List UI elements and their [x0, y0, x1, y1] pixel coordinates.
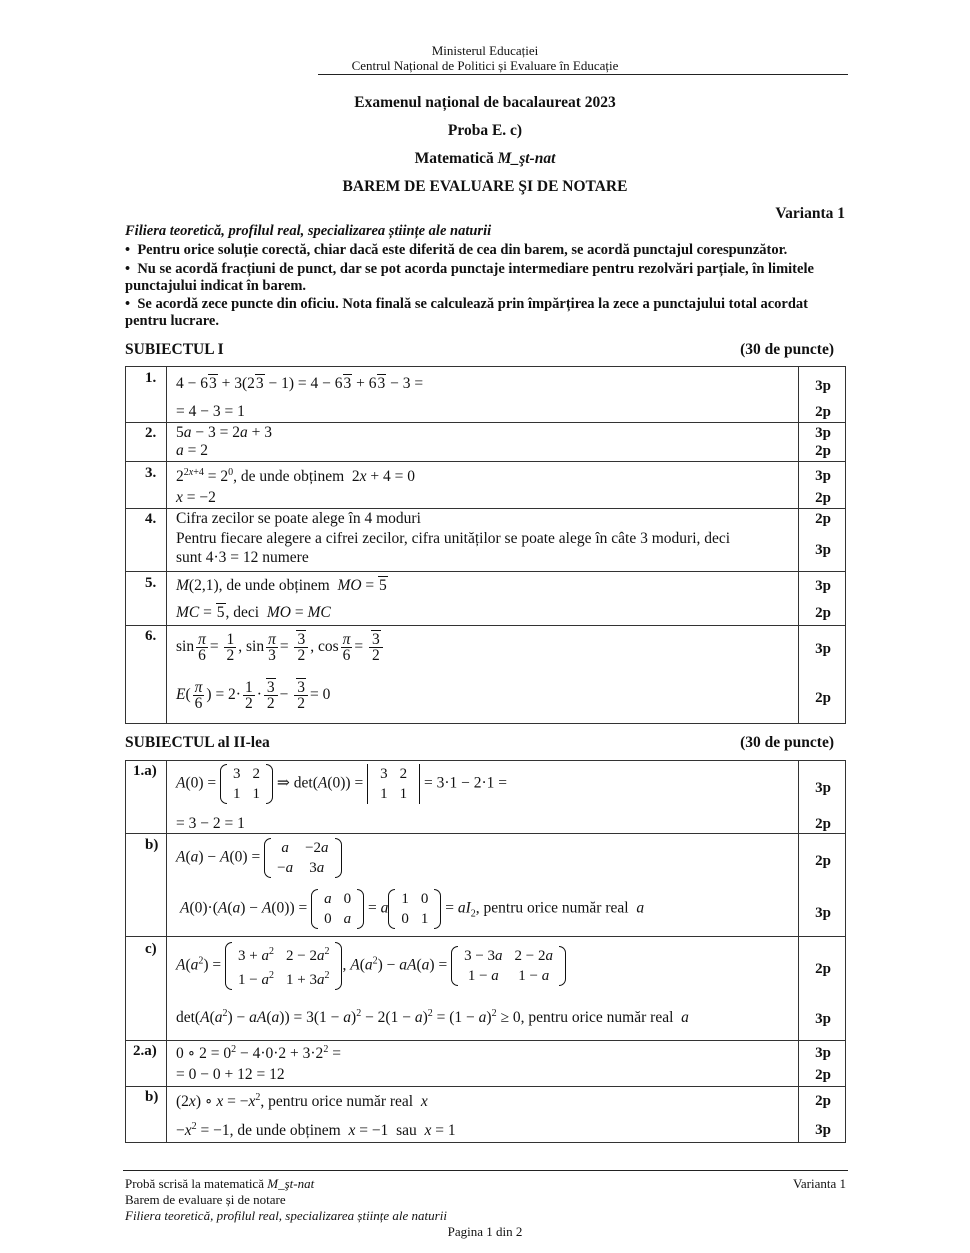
s2-item-2b-number: b)	[145, 1089, 159, 1105]
s2-item-1c-pts-b: 3p	[815, 1011, 831, 1027]
s2-item-1a-pts-a: 3p	[815, 780, 831, 796]
s1-item-2-step2: a = 2	[176, 442, 208, 459]
s1-item-4-step2b: sunt 4·3 = 12 numere	[176, 549, 309, 566]
s1-item-6-number: 6.	[145, 628, 157, 644]
subject-title: Matematică M_şt-nat	[414, 150, 556, 167]
s2-item-2b-step1: (2x) ∘ $x = -x^2$, pentru orice număr real x	[176, 1092, 428, 1111]
header-ministry: Ministerul Educației	[431, 43, 539, 58]
subject1-title: SUBIECTUL I	[125, 341, 224, 358]
footer-line1: Probă scrisă la matematică M_şt-nat	[125, 1176, 315, 1191]
s2-item-1c-step1: $A(a^2)$ = $3 + a^2$ $2 - 2a^2$ $1 - a^2$ $1 + 3a^2$ , $A(a^2) - aA(a)$ = 3 − 3a 2 − 2a 1 − a 1 − a	[176, 942, 566, 990]
s2-item-1a-pts-b: 2p	[815, 816, 831, 832]
s1-item-5-pts-a: 3p	[815, 578, 831, 594]
s2-item-2b-pts-a: 2p	[815, 1093, 831, 1109]
s1-item-5-step1: M(2,1), de unde obținem MO = 5	[176, 577, 387, 594]
s1-item-1-number: 1.	[145, 370, 157, 386]
header-rule	[318, 74, 848, 75]
subject2-title: SUBIECTUL al II-lea	[125, 734, 270, 751]
s1-item-4-number: 4.	[145, 511, 157, 527]
s2-item-1c-number: c)	[145, 941, 157, 957]
s2-item-1a-number: 1.a)	[133, 763, 157, 779]
bullet-1: • Pentru orice soluție corectă, chiar dacă este diferită de cea din barem, se acordă punctajul corespunzător.	[125, 242, 788, 258]
s1-item-6-pts-a: 3p	[815, 641, 831, 657]
s1-item-3-number: 3.	[145, 465, 157, 481]
s2-item-2a-step2: = 0 − 0 + 12 = 12	[176, 1066, 285, 1083]
subject1-points: (30 de puncte)	[740, 341, 834, 358]
variant-label: Varianta 1	[775, 205, 845, 222]
s2-item-1a-step2: = 3 − 2 = 1	[176, 815, 245, 832]
subject2-points: (30 de puncte)	[740, 734, 834, 751]
filiera-label: Filiera teoretică, profilul real, specializarea științe ale naturii	[125, 223, 492, 239]
bullet-2: • Nu se acordă fracțiuni de punct, dar se pot acorda punctaje intermediare pentru rezolvări parțiale, în limitele punctajului indicat în barem.	[125, 261, 814, 294]
s2-item-1c-step2: $\det(A(a^2) - aA(a)) = 3(1 - a)^2 - 2(1 - a)^2 = (1 - a)^2 \ge 0$, pentru orice număr real a	[176, 1008, 689, 1027]
s2-item-2b-step2: $-x^2 = -1$, de unde obținem x = −1 sau x = 1	[176, 1121, 456, 1140]
s1-item-6-pts-b: 2p	[815, 690, 831, 706]
proba-title: Proba E. c)	[447, 122, 523, 139]
exam-title: Examenul național de bacalaureat 2023	[354, 94, 616, 111]
s1-item-1-pts-a: 3p	[815, 378, 831, 394]
footer-page: Pagina 1 din 2	[447, 1224, 523, 1239]
s2-item-1c-pts-a: 2p	[815, 961, 831, 977]
s1-item-2-pts-b: 2p	[815, 443, 831, 459]
s2-item-1b-number: b)	[145, 837, 159, 853]
barem-title: BAREM DE EVALUARE ŞI DE NOTARE	[342, 178, 628, 195]
s1-item-2-number: 2.	[145, 425, 157, 441]
s1-item-1-step2: = 4 − 3 = 1	[176, 403, 245, 420]
s1-item-5-step2: MC = 5, deci MO = MC	[176, 604, 331, 621]
s1-item-6-step2: E( $\frac{\pi}{6}$ ) = 2· $\frac{1}{2}$ · $\frac{3}{2}$ − $\frac{3}{2}$ = 0	[176, 679, 331, 712]
s1-item-3-pts-b: 2p	[815, 490, 831, 506]
s2-item-1b-pts-a: 2p	[815, 853, 831, 869]
s1-item-4-pts-b: 3p	[815, 542, 831, 558]
footer-variant: Varianta 1	[792, 1176, 846, 1191]
s2-item-2b-pts-b: 3p	[815, 1122, 831, 1138]
s2-item-1b-pts-b: 3p	[815, 905, 831, 921]
s1-item-4-pts-a: 2p	[815, 511, 831, 527]
s1-item-2-pts-a: 3p	[815, 425, 831, 441]
s1-item-1-pts-b: 2p	[815, 404, 831, 420]
s2-item-2a-pts-a: 3p	[815, 1045, 831, 1061]
s1-item-3-step2: x = −2	[176, 489, 216, 506]
s1-item-6-step1: sin $\frac{\pi}{6}$ = $\frac{1}{2}$ , sin $\frac{\pi}{3}$ = $\frac{3}{2}$ , cos $\frac{\pi}{6}$ = $\frac{3}{2}$	[176, 632, 385, 663]
s1-item-3-pts-a: 3p	[815, 468, 831, 484]
s1-item-3-step1: $2^{2x+4} = 2^0$, de unde obținem 2x + 4 = 0	[176, 467, 416, 486]
s1-item-4-step1: Cifra zecilor se poate alege în 4 moduri	[176, 510, 421, 527]
s2-item-2a-step1: 0 ∘ $2 = 0^2 - 4\cdot 0\cdot 2 + 3\cdot 2^2$ =	[176, 1044, 341, 1063]
bullet-3: • Se acordă zece puncte din oficiu. Nota finală se calculează prin împărțirea la zece a punctajului total acordat pentru lucrare.	[125, 296, 808, 329]
footer-line2: Barem de evaluare și de notare	[125, 1192, 286, 1207]
s1-item-5-number: 5.	[145, 575, 157, 591]
footer-rule	[123, 1170, 848, 1171]
footer-line3: Filiera teoretică, profilul real, specializarea științe ale naturii	[125, 1208, 447, 1223]
s2-item-1b-step2: A(0)·(A(a) − A(0)) = a 0 0 a = a 1 0 0 1 = $aI_2$, pentru orice număr real a	[180, 891, 645, 927]
header-center: Centrul Național de Politici și Evaluare în Educație	[351, 58, 619, 73]
s1-item-5-pts-b: 2p	[815, 605, 831, 621]
s1-item-1-step1: 4 − 63 + 3(23 − 1) = 4 − 63 + 63 − 3 =	[176, 375, 424, 392]
s2-item-1b-step1: A(a) − A(0) = a −2a −a 3a	[176, 838, 342, 878]
s1-item-2-step1: 5a − 3 = 2a + 3	[176, 424, 272, 441]
s2-item-1a-step1: A(0) = 3 2 1 1 ⇒ det(A(0)) = 3 2 1 1 = 3·1 − 2·1 =	[176, 766, 508, 802]
s2-item-2a-pts-b: 2p	[815, 1067, 831, 1083]
s2-item-2a-number: 2.a)	[133, 1043, 157, 1059]
s1-item-4-step2a: Pentru fiecare alegere a cifrei zecilor, cifra unităților se poate alege în câte 3 moduri, deci	[176, 530, 731, 547]
